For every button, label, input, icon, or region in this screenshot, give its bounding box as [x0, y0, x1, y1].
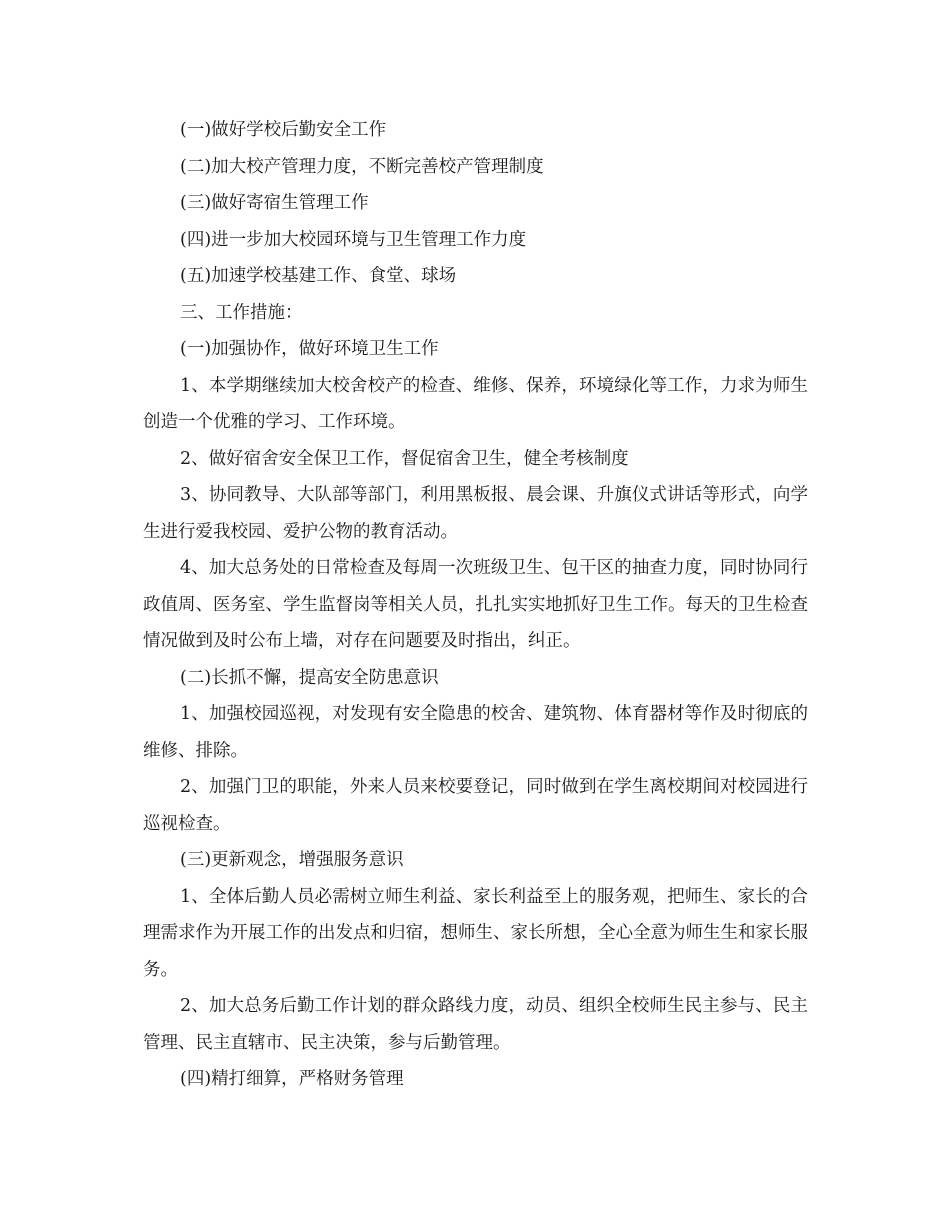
- body-paragraph: 1、全体后勤人员必需树立师生利益、家长利益至上的服务观，把师生、家长的合理需求作为开展工作的出发点和归宿，想师生、家长所想，全心全意为师生生和家长服务。: [143, 886, 808, 980]
- body-paragraph: 2、加强门卫的职能，外来人员来校要登记，同时做到在学生离校期间对校园进行巡视检查。: [143, 777, 808, 834]
- section-heading: (二)长抓不懈，提高安全防患意识: [180, 667, 439, 688]
- body-paragraph: 1、加强校园巡视，对发现有安全隐患的校舍、建筑物、体育器材等作及时彻底的维修、排除。: [143, 704, 808, 761]
- body-paragraph: 2、加大总务后勤工作计划的群众路线力度，动员、组织全校师生民主参与、民主管理、民主直辖市、民主决策，参与后勤管理。: [143, 996, 808, 1053]
- chapter-heading: 三、工作措施：: [180, 302, 303, 323]
- section-heading: (三)更新观念，增强服务意识: [180, 850, 404, 870]
- document-body: [143, 112, 808, 1098]
- section-heading: (一)做好学校后勤安全工作: [180, 120, 387, 140]
- section-heading: (三)做好寄宿生管理工作: [180, 193, 369, 213]
- section-heading: (四)进一步加大校园环境与卫生管理工作力度: [180, 229, 527, 250]
- body-paragraph: 1、本学期继续加大校舍校产的检查、维修、保养，环境绿化等工作，力求为师生创造一个优雅的学习、工作环境。: [143, 375, 808, 432]
- body-paragraph: 2、做好宿舍安全保卫工作，督促宿舍卫生，健全考核制度: [180, 448, 629, 469]
- body-paragraph: 4、加大总务处的日常检查及每周一次班级卫生、包干区的抽查力度，同时协同行政值周、医务室、学生监督岗等相关人员，扎扎实实地抓好卫生工作。每天的卫生检查情况做到及时公布上墙，对存在问题要及时指出，纠正。: [143, 558, 808, 651]
- section-heading: (二)加大校产管理力度，不断完善校产管理制度: [180, 156, 544, 177]
- section-heading: (四)精打细算，严格财务管理: [180, 1069, 404, 1089]
- section-heading: (一)加强协作，做好环境卫生工作: [180, 339, 439, 359]
- body-paragraph: 3、协同教导、大队部等部门，利用黑板报、晨会课、升旗仪式讲话等形式，向学生进行爱我校园、爱护公物的教育活动。: [143, 485, 808, 542]
- section-heading: (五)加速学校基建工作、食堂、球场: [180, 266, 457, 286]
